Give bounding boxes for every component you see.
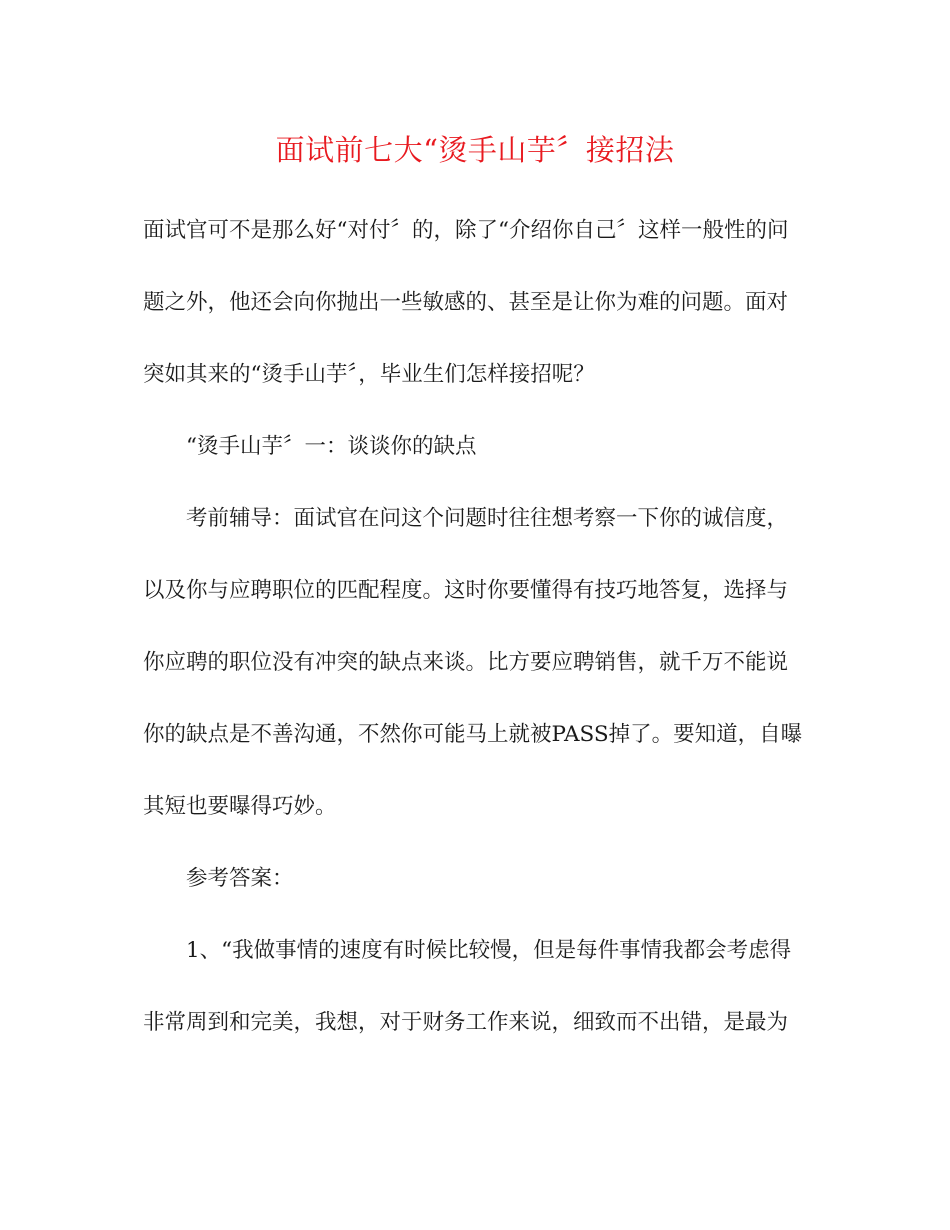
paragraph-line: 考前辅导：面试官在问这个问题时往往想考察一下你的诚信度，	[186, 506, 789, 531]
paragraph-line: 你的缺点是不善沟通，不然你可能马上就被PASS掉了。要知道，自曝	[143, 722, 803, 747]
paragraph-line: 你应聘的职位没有冲突的缺点来谈。比方要应聘销售，就千万不能说	[143, 650, 789, 675]
section-heading: “烫手山芋〞一：谈谈你的缺点	[186, 434, 477, 459]
paragraph-line: 非常周到和完美，我想，对于财务工作来说，细致而不出错，是最为	[143, 1010, 789, 1035]
paragraph-line: 题之外，他还会向你抛出一些敏感的、甚至是让你为难的问题。面对	[143, 290, 789, 315]
paragraph-line: 其短也要曝得巧妙。	[143, 794, 337, 819]
answer-heading: 参考答案：	[186, 866, 294, 891]
paragraph-line: 1、“我做事情的速度有时候比较慢，但是每件事情我都会考虑得	[186, 938, 792, 963]
document-title: 面试前七大“烫手山芋〞接招法	[275, 133, 675, 167]
paragraph-line: 突如其来的“烫手山芋〞，毕业生们怎样接招呢？	[143, 362, 595, 387]
paragraph-line: 以及你与应聘职位的匹配程度。这时你要懂得有技巧地答复，选择与	[143, 578, 789, 603]
paragraph-line: 面试官可不是那么好“对付〞的，除了“介绍你自己〞这样一般性的问	[143, 218, 789, 243]
